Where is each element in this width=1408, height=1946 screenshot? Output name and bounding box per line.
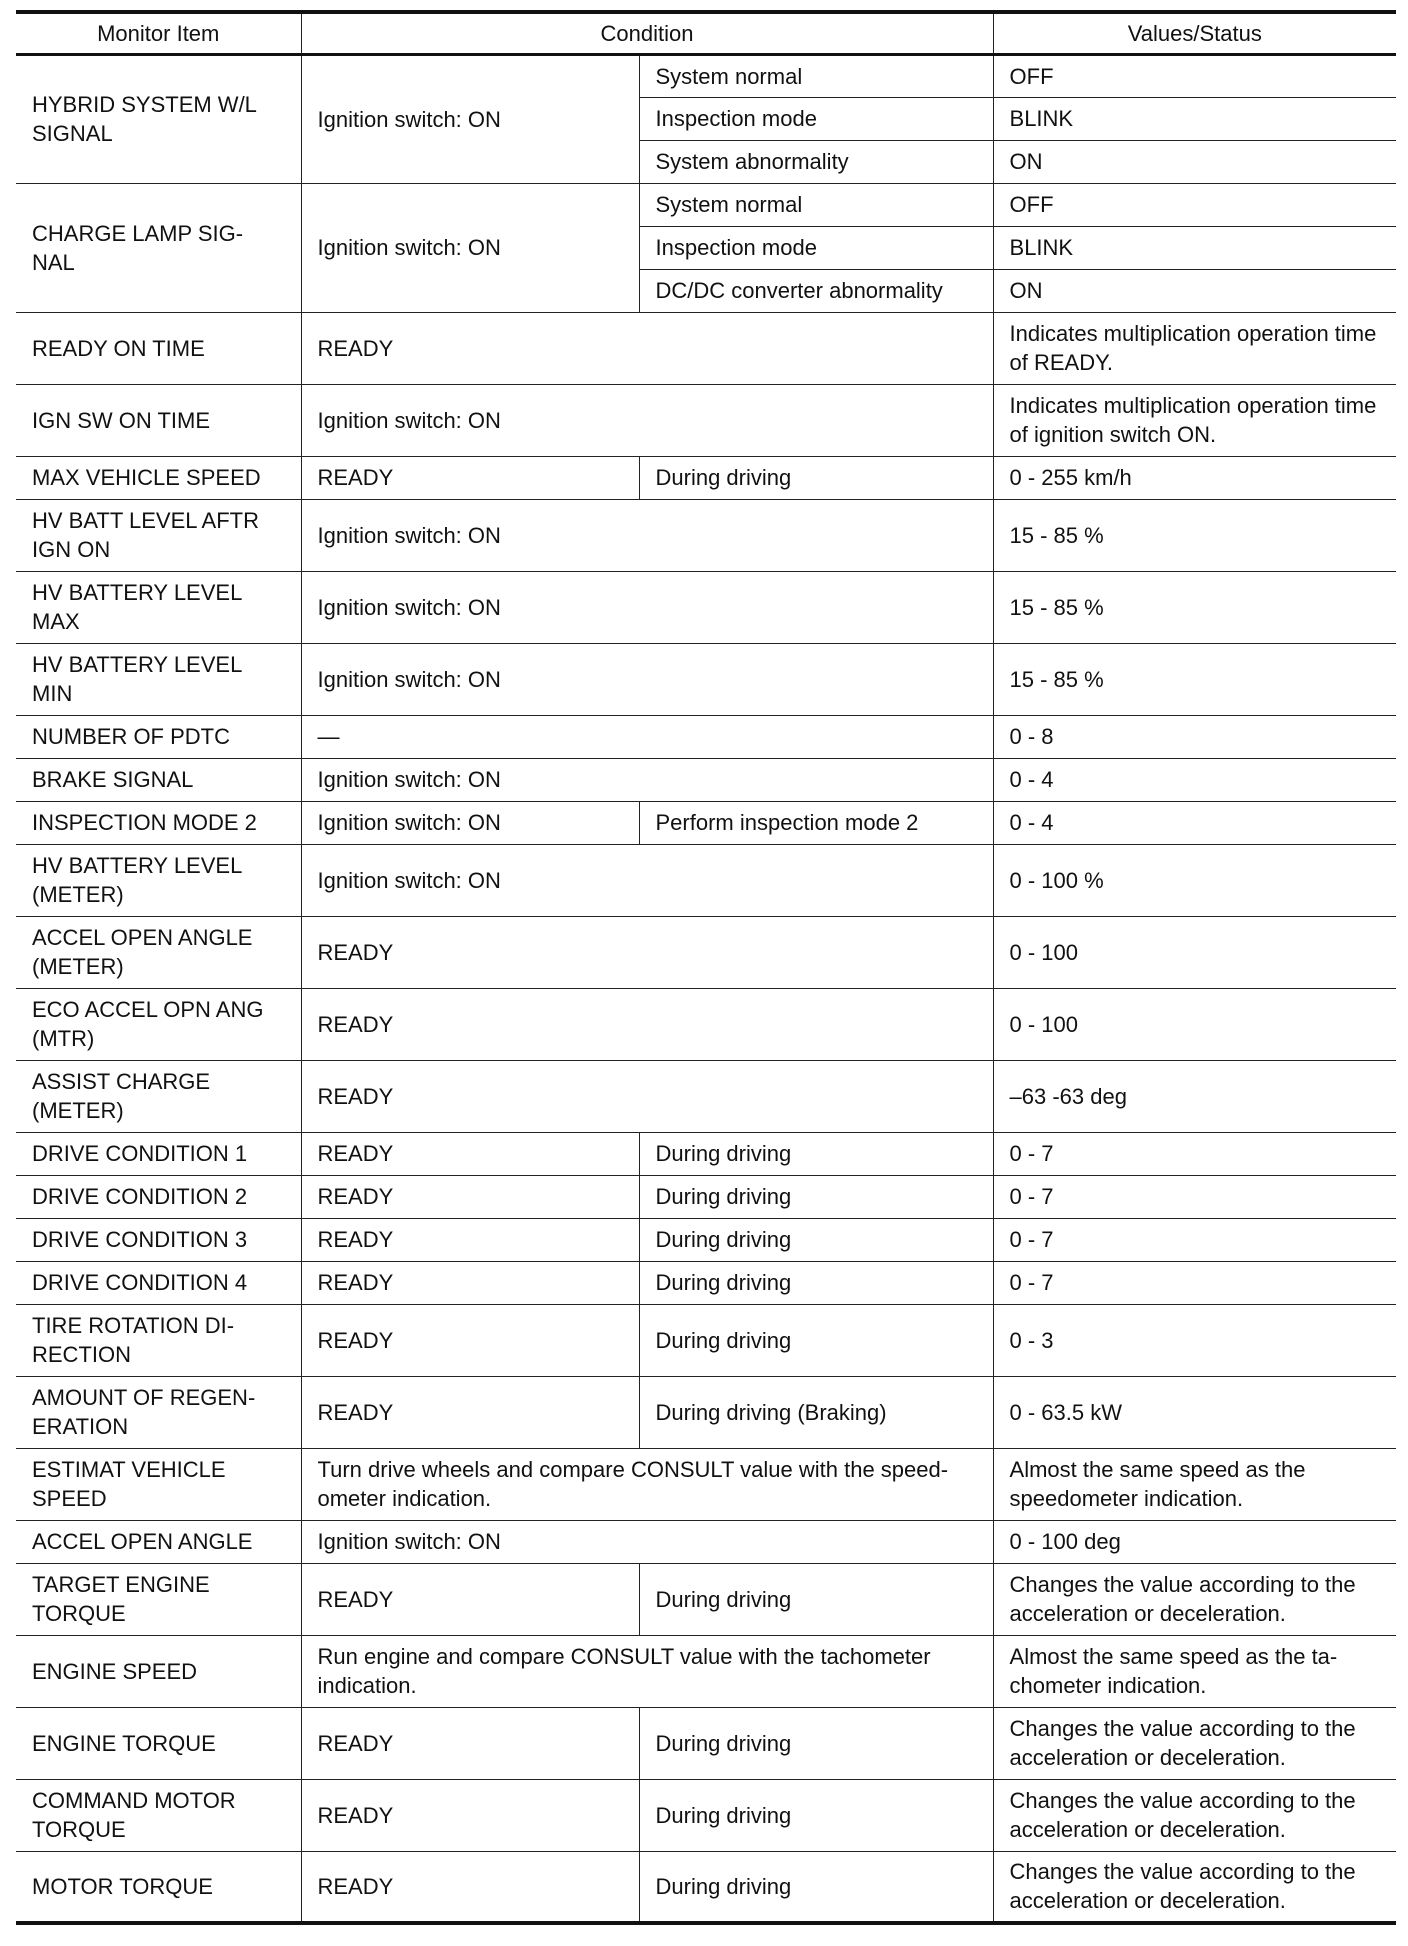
table-row	[16, 1175, 1396, 1218]
table-row	[16, 715, 1396, 758]
table-row	[16, 499, 1396, 571]
table-row	[16, 54, 1396, 97]
value-cell: 0 - 4	[993, 758, 1396, 801]
value-cell: 0 - 8	[993, 715, 1396, 758]
sub-condition-cell: During driving	[639, 1218, 993, 1261]
table-row	[16, 643, 1396, 715]
monitor-item-cell: DRIVE CONDITION 1	[16, 1132, 301, 1175]
condition-cell: READY	[301, 1851, 639, 1923]
monitor-item-cell: COMMAND MOTOR TORQUE	[16, 1779, 301, 1851]
sub-condition-cell: System normal	[639, 183, 993, 226]
monitor-item-cell: AMOUNT OF REGEN-ERATION	[16, 1376, 301, 1448]
value-cell: 15 - 85 %	[993, 571, 1396, 643]
sub-condition-cell: System normal	[639, 54, 993, 97]
condition-cell: Ignition switch: ON	[301, 499, 993, 571]
monitor-item-cell: MAX VEHICLE SPEED	[16, 456, 301, 499]
condition-cell: Turn drive wheels and compare CONSULT value with the speed-ometer indication.	[301, 1448, 993, 1520]
sub-condition-cell: During driving	[639, 1779, 993, 1851]
value-cell: ON	[993, 140, 1396, 183]
condition-cell: READY	[301, 1261, 639, 1304]
condition-cell: READY	[301, 1376, 639, 1448]
sub-condition-cell: Inspection mode	[639, 226, 993, 269]
condition-cell: Ignition switch: ON	[301, 384, 993, 456]
condition-cell: Ignition switch: ON	[301, 571, 993, 643]
condition-cell: READY	[301, 312, 993, 384]
monitor-item-cell: ENGINE SPEED	[16, 1635, 301, 1707]
table-row	[16, 571, 1396, 643]
sub-condition-cell: DC/DC converter abnormality	[639, 269, 993, 312]
header-values-status: Values/Status	[993, 12, 1396, 54]
table-row	[16, 844, 1396, 916]
table-row	[16, 1060, 1396, 1132]
monitor-item-cell: ESTIMAT VEHICLE SPEED	[16, 1448, 301, 1520]
sub-condition-cell: During driving	[639, 456, 993, 499]
table-row	[16, 1132, 1396, 1175]
value-cell: 0 - 7	[993, 1261, 1396, 1304]
condition-cell: Ignition switch: ON	[301, 183, 639, 312]
table-header-row	[16, 12, 1396, 54]
monitor-item-cell: READY ON TIME	[16, 312, 301, 384]
monitor-item-cell: ENGINE TORQUE	[16, 1707, 301, 1779]
table-row	[16, 1707, 1396, 1779]
header-condition: Condition	[301, 12, 993, 54]
condition-cell: READY	[301, 1304, 639, 1376]
condition-cell: Ignition switch: ON	[301, 844, 993, 916]
table-row	[16, 456, 1396, 499]
value-cell: 0 - 255 km/h	[993, 456, 1396, 499]
sub-condition-cell: During driving	[639, 1132, 993, 1175]
table-row	[16, 1563, 1396, 1635]
sub-condition-cell: Inspection mode	[639, 97, 993, 140]
condition-cell: READY	[301, 1060, 993, 1132]
sub-condition-cell: Perform inspection mode 2	[639, 801, 993, 844]
monitor-item-cell: ACCEL OPEN ANGLE (METER)	[16, 916, 301, 988]
condition-cell: READY	[301, 1218, 639, 1261]
sub-condition-cell: During driving	[639, 1175, 993, 1218]
table-row	[16, 1261, 1396, 1304]
table-row	[16, 1520, 1396, 1563]
value-cell: Changes the value according to the acceleration or deceleration.	[993, 1779, 1396, 1851]
table-row	[16, 1635, 1396, 1707]
value-cell: 0 - 7	[993, 1175, 1396, 1218]
monitor-item-cell: HV BATTERY LEVEL MIN	[16, 643, 301, 715]
condition-cell: READY	[301, 1707, 639, 1779]
value-cell: 0 - 100	[993, 916, 1396, 988]
value-cell: Almost the same speed as the ta-chometer indication.	[993, 1635, 1396, 1707]
value-cell: 0 - 100	[993, 988, 1396, 1060]
sub-condition-cell: During driving	[639, 1261, 993, 1304]
sub-condition-cell: During driving	[639, 1563, 993, 1635]
value-cell: –63 -63 deg	[993, 1060, 1396, 1132]
monitor-item-cell: TARGET ENGINE TORQUE	[16, 1563, 301, 1635]
condition-cell: READY	[301, 1779, 639, 1851]
value-cell: 0 - 4	[993, 801, 1396, 844]
condition-cell: —	[301, 715, 993, 758]
value-cell: 0 - 7	[993, 1218, 1396, 1261]
monitor-item-cell: HV BATTERY LEVEL (METER)	[16, 844, 301, 916]
value-cell: 0 - 63.5 kW	[993, 1376, 1396, 1448]
value-cell: ON	[993, 269, 1396, 312]
table-row	[16, 801, 1396, 844]
table-row	[16, 312, 1396, 384]
value-cell: BLINK	[993, 226, 1396, 269]
monitor-item-cell: DRIVE CONDITION 4	[16, 1261, 301, 1304]
monitor-item-cell: MOTOR TORQUE	[16, 1851, 301, 1923]
monitor-item-table	[16, 10, 1396, 1925]
table-row	[16, 916, 1396, 988]
sub-condition-cell: System abnormality	[639, 140, 993, 183]
value-cell: OFF	[993, 54, 1396, 97]
value-cell: Changes the value according to the acceleration or deceleration.	[993, 1851, 1396, 1923]
monitor-item-cell: HV BATT LEVEL AFTR IGN ON	[16, 499, 301, 571]
table-row	[16, 183, 1396, 226]
condition-cell: READY	[301, 1175, 639, 1218]
value-cell: BLINK	[993, 97, 1396, 140]
monitor-item-cell: DRIVE CONDITION 2	[16, 1175, 301, 1218]
value-cell: Indicates multiplication operation time of ignition switch ON.	[993, 384, 1396, 456]
value-cell: 0 - 100 deg	[993, 1520, 1396, 1563]
monitor-item-cell: CHARGE LAMP SIG-NAL	[16, 183, 301, 312]
monitor-item-cell: ASSIST CHARGE (METER)	[16, 1060, 301, 1132]
condition-cell: Run engine and compare CONSULT value with the tachometer indication.	[301, 1635, 993, 1707]
table-row	[16, 988, 1396, 1060]
condition-cell: READY	[301, 1132, 639, 1175]
sub-condition-cell: During driving (Braking)	[639, 1376, 993, 1448]
value-cell: Changes the value according to the acceleration or deceleration.	[993, 1707, 1396, 1779]
monitor-item-cell: IGN SW ON TIME	[16, 384, 301, 456]
value-cell: OFF	[993, 183, 1396, 226]
monitor-item-cell: DRIVE CONDITION 3	[16, 1218, 301, 1261]
condition-cell: READY	[301, 456, 639, 499]
value-cell: Almost the same speed as the speedometer indication.	[993, 1448, 1396, 1520]
condition-cell: Ignition switch: ON	[301, 54, 639, 183]
table-row	[16, 1851, 1396, 1923]
value-cell: 15 - 85 %	[993, 499, 1396, 571]
condition-cell: READY	[301, 1563, 639, 1635]
monitor-item-cell: NUMBER OF PDTC	[16, 715, 301, 758]
monitor-item-cell: ACCEL OPEN ANGLE	[16, 1520, 301, 1563]
value-cell: Changes the value according to the acceleration or deceleration.	[993, 1563, 1396, 1635]
sub-condition-cell: During driving	[639, 1707, 993, 1779]
table-row	[16, 1218, 1396, 1261]
monitor-item-cell: TIRE ROTATION DI-RECTION	[16, 1304, 301, 1376]
sub-condition-cell: During driving	[639, 1851, 993, 1923]
value-cell: Indicates multiplication operation time of READY.	[993, 312, 1396, 384]
header-monitor-item: Monitor Item	[16, 12, 301, 54]
condition-cell: READY	[301, 916, 993, 988]
condition-cell: Ignition switch: ON	[301, 1520, 993, 1563]
value-cell: 0 - 100 %	[993, 844, 1396, 916]
table-row	[16, 1304, 1396, 1376]
condition-cell: Ignition switch: ON	[301, 801, 639, 844]
value-cell: 0 - 7	[993, 1132, 1396, 1175]
table-row	[16, 1448, 1396, 1520]
table-row	[16, 758, 1396, 801]
value-cell: 0 - 3	[993, 1304, 1396, 1376]
table-row	[16, 1376, 1396, 1448]
monitor-item-cell: ECO ACCEL OPN ANG (MTR)	[16, 988, 301, 1060]
table-row	[16, 384, 1396, 456]
condition-cell: Ignition switch: ON	[301, 758, 993, 801]
monitor-item-cell: HYBRID SYSTEM W/L SIGNAL	[16, 54, 301, 183]
monitor-item-cell: INSPECTION MODE 2	[16, 801, 301, 844]
sub-condition-cell: During driving	[639, 1304, 993, 1376]
monitor-item-cell: BRAKE SIGNAL	[16, 758, 301, 801]
monitor-item-cell: HV BATTERY LEVEL MAX	[16, 571, 301, 643]
table-row	[16, 1779, 1396, 1851]
value-cell: 15 - 85 %	[993, 643, 1396, 715]
condition-cell: Ignition switch: ON	[301, 643, 993, 715]
condition-cell: READY	[301, 988, 993, 1060]
